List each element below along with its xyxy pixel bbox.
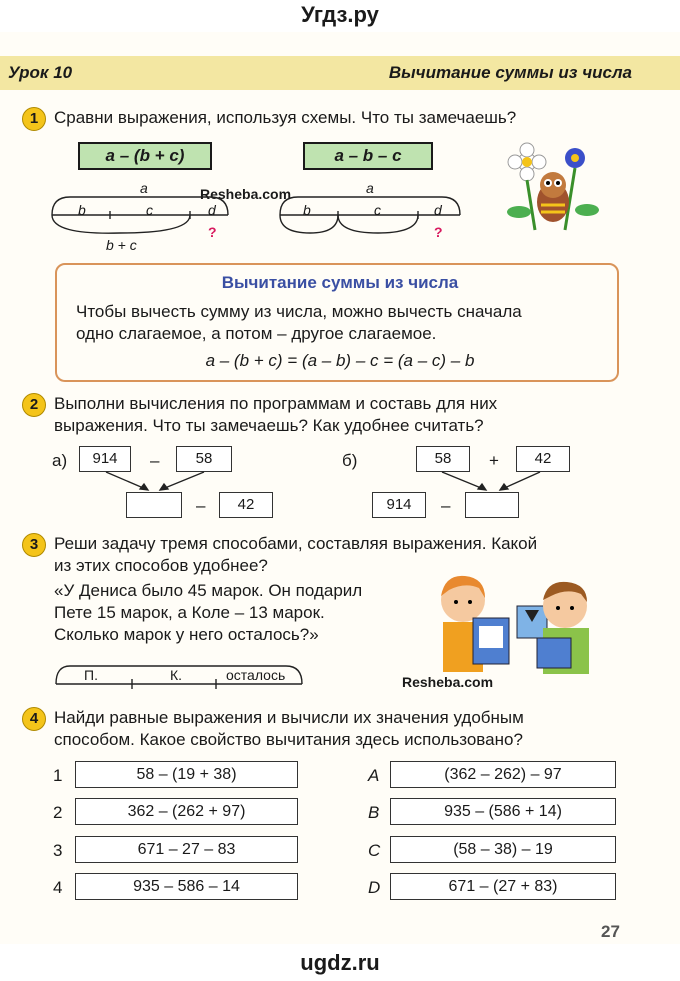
scheme-right-question: ?	[434, 224, 443, 240]
task-2a-result-box	[126, 492, 182, 518]
watermark-1: Resheba.com	[200, 186, 292, 202]
task-2b-result-box	[465, 492, 519, 518]
task-2b-op-1: +	[489, 451, 499, 470]
task-4-right-label-b: B	[368, 803, 380, 822]
scheme-left-lines	[52, 197, 460, 233]
task-3-story-1: «У Дениса было 45 марок. Он подарил	[54, 581, 363, 600]
scheme-left-c: c	[146, 202, 153, 218]
page-number: 27	[601, 922, 620, 941]
task-4-right-label-d: D	[368, 878, 381, 897]
task-2-arrows	[100, 470, 550, 494]
task-4-left-expr-2: 362 – (262 + 97)	[75, 798, 298, 825]
task-3-number: 3	[22, 533, 46, 557]
task-4-left-expr-3: 671 – 27 – 83	[75, 836, 298, 863]
scheme-left-a: a	[140, 180, 148, 196]
task-1-expr-right: a – b – c	[303, 142, 433, 170]
site-title-bottom: ugdz.ru	[300, 950, 380, 975]
task-2-line-2: выражения. Что ты замечаешь? Как удобнее считать?	[54, 416, 484, 435]
task-4-right-expr-d: 671 – (27 + 83)	[390, 873, 616, 900]
task-2a-value-1: 914	[79, 446, 131, 472]
scheme-right-b: b	[303, 202, 311, 218]
task-4-right-expr-b: 935 – (586 + 14)	[390, 798, 616, 825]
scheme-right-a: a	[366, 180, 374, 196]
bee-flowers-illustration	[505, 140, 605, 240]
site-title-top: Угдз.ру	[301, 2, 379, 27]
task-2b-label: б)	[342, 451, 358, 470]
task-4-line-1: Найди равные выражения и вычисли их значения удобным	[54, 708, 524, 727]
task-4-left-expr-1: 58 – (19 + 38)	[75, 761, 298, 788]
task-2b-value-2: 42	[516, 446, 570, 472]
rule-line-2: одно слагаемое, а потом – другое слагаемое.	[76, 324, 437, 343]
scheme-left-bc: b + c	[106, 237, 137, 253]
scheme-left-question: ?	[208, 224, 217, 240]
scheme-left-d: d	[208, 202, 216, 218]
task-4-right-expr-c: (58 – 38) – 19	[390, 836, 616, 863]
task-4-left-label-2: 2	[53, 803, 63, 822]
task-3-seg-1: П.	[84, 667, 98, 683]
scheme-right-c: c	[374, 202, 381, 218]
task-2a-value-2: 58	[176, 446, 232, 472]
scheme-right-d: d	[434, 202, 442, 218]
task-3-seg-2: К.	[170, 667, 183, 683]
task-4-left-label-1: 1	[53, 766, 63, 785]
task-4-left-label-3: 3	[53, 841, 63, 860]
task-2a-label: а)	[52, 451, 68, 470]
task-2-line-1: Выполни вычисления по программам и составь для них	[54, 394, 498, 413]
watermark-2: Resheba.com	[402, 674, 494, 690]
task-3-line-2: из этих способов удобнее?	[54, 556, 268, 575]
task-4-left-label-4: 4	[53, 878, 63, 897]
scheme-left-b: b	[78, 202, 86, 218]
rule-formula: a – (b + c) = (a – b) – c = (a – c) – b	[205, 351, 475, 370]
task-1-text: Сравни выражения, используя схемы. Что ты замечаешь?	[54, 108, 517, 127]
task-3-story-3: Сколько марок у него осталось?»	[54, 625, 319, 644]
task-2a-op-1: –	[150, 451, 160, 470]
task-2a-op-2: –	[196, 496, 206, 515]
task-2b-value-1: 58	[416, 446, 470, 472]
bee-icon	[537, 172, 569, 222]
task-1-number: 1	[22, 107, 46, 131]
task-3-line-1: Реши задачу тремя способами, составляя выражения. Какой	[54, 534, 538, 553]
lesson-number: Урок 10	[8, 63, 73, 82]
rule-line-1: Чтобы вычесть сумму из числа, можно вычесть сначала	[76, 302, 522, 321]
task-2-number: 2	[22, 393, 46, 417]
task-4-right-label-c: C	[368, 841, 381, 860]
task-4-left-expr-4: 935 – 586 – 14	[75, 873, 298, 900]
rule-title: Вычитание суммы из числа	[221, 273, 459, 292]
task-2b-value-3: 914	[372, 492, 426, 518]
task-3-story-2: Пете 15 марок, а Коле – 13 марок.	[54, 603, 325, 622]
task-4-number: 4	[22, 707, 46, 731]
task-4-right-expr-a: (362 – 262) – 97	[390, 761, 616, 788]
task-3-seg-3: осталось	[226, 667, 286, 683]
task-1-expr-left: a – (b + c)	[78, 142, 212, 170]
stamp-album-icon	[473, 606, 547, 664]
task-2a-value-3: 42	[219, 492, 273, 518]
boys-illustration	[425, 570, 605, 675]
lesson-topic: Вычитание суммы из числа	[388, 63, 632, 82]
task-4-line-2: способом. Какое свойство вычитания здесь использовано?	[54, 730, 523, 749]
task-2b-op-2: –	[441, 496, 451, 515]
task-4-right-label-a: A	[368, 766, 380, 785]
